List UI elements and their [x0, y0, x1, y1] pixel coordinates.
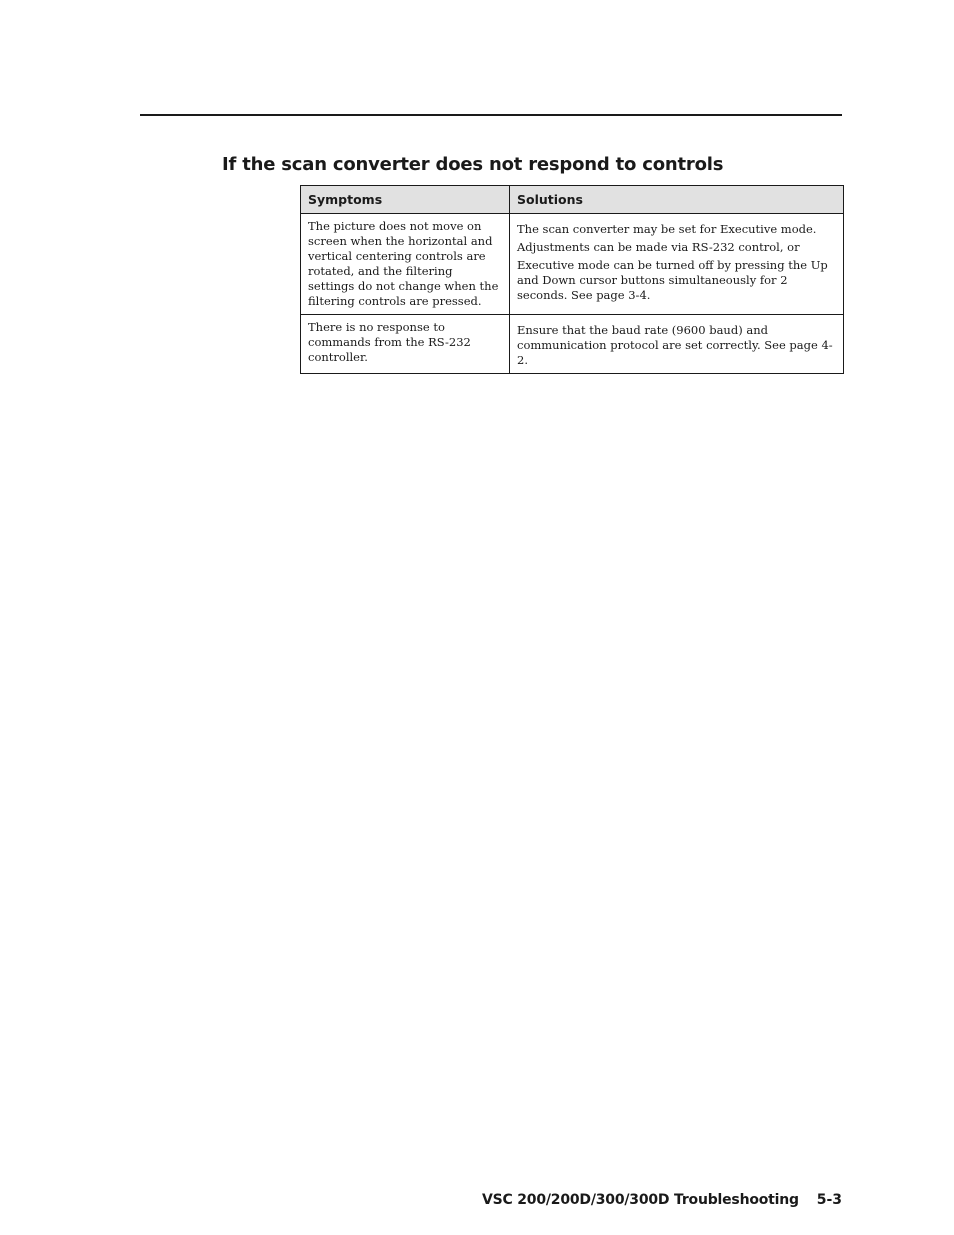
symptom-cell: There is no response to commands from the RS-232 controller. — [301, 315, 510, 374]
table-row — [301, 315, 844, 374]
solution-cell — [510, 214, 844, 315]
solution-cell — [510, 315, 844, 374]
column-header-symptoms: Symptoms — [301, 186, 510, 214]
section-heading: If the scan converter does not respond to controls — [222, 154, 724, 175]
solution-line: Ensure that the baud rate (9600 baud) and communication protocol are set correctly. See page 4-2. — [517, 323, 833, 367]
symptom-cell: The picture does not move on screen when the horizontal and vertical centering controls are rotated, and the filtering settings do not change when the filtering controls are pressed. — [301, 214, 510, 315]
troubleshooting-table — [300, 185, 844, 374]
solution-line: Executive mode can be turned off by pressing the Up and Down cursor buttons simultaneously for 2 seconds. See page 3-4. — [517, 258, 828, 302]
table-row — [301, 214, 844, 315]
footer-title: VSC 200/200D/300/300D Troubleshooting — [482, 1192, 799, 1208]
column-header-solutions: Solutions — [510, 186, 844, 214]
header-rule — [140, 114, 842, 116]
table-header-row — [301, 186, 844, 214]
solution-line: The scan converter may be set for Executive mode. — [517, 222, 817, 236]
solution-line: Adjustments can be made via RS-232 control, or — [517, 240, 800, 254]
page-number: 5-3 — [816, 1192, 842, 1208]
